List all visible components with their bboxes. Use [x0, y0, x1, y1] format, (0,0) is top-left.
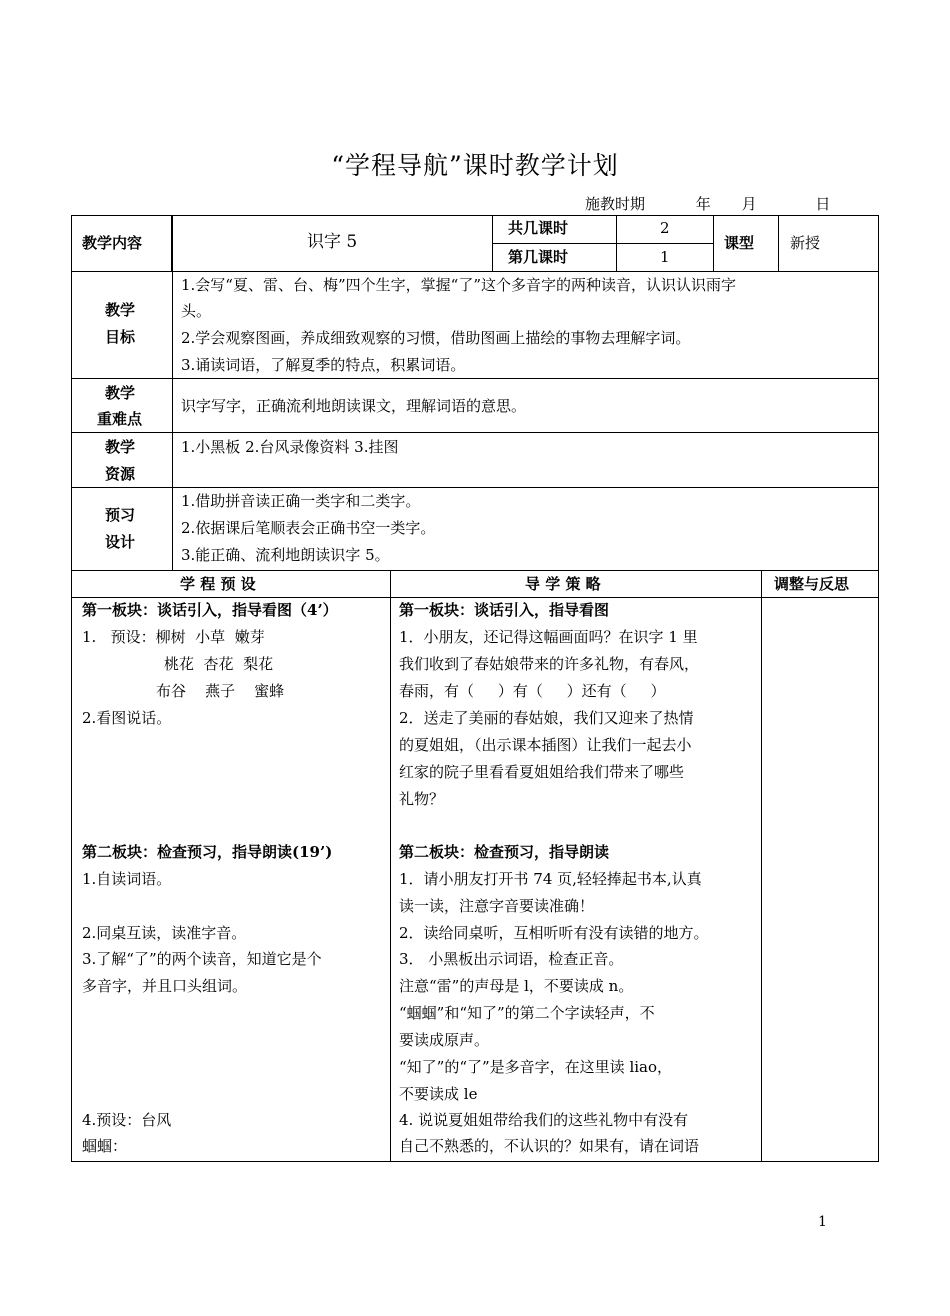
left-line: 1. 预设：柳树 小草 嫩芽 — [82, 628, 265, 646]
v-line-4 — [778, 215, 779, 272]
page-number: 1 — [818, 1214, 827, 1230]
middle-line: 不要读成 le — [399, 1085, 478, 1103]
nth-value-cell: 1 — [660, 248, 670, 266]
left-line: 4.预设：台风 — [82, 1111, 172, 1129]
type-value-cell: 新授 — [790, 234, 821, 252]
v-line-col2 — [390, 570, 391, 1162]
preview-line-3: 3.能正确、流利地朗读识字 5。 — [181, 546, 390, 564]
v-line-col3 — [761, 570, 762, 1162]
middle-line: 的夏姐姐，（出示课本插图）让我们一起去小 — [399, 736, 692, 754]
middle-line: 第二板块：检查预习，指导朗读 — [399, 843, 610, 861]
row-line-3 — [71, 432, 879, 433]
left-line: 多音字，并且口头组词。 — [82, 977, 248, 995]
left-line: 桃花 杏花 梨花 — [164, 655, 274, 673]
left-line: 第一板块：谈话引入，指导看图（4’） — [82, 601, 338, 619]
resources-label-1: 教学 — [105, 438, 136, 456]
total-value-cell: 2 — [660, 219, 670, 237]
middle-line: 红家的院子里看看夏姐姐给我们带来了哪些 — [399, 763, 685, 781]
goals-line-2: 头。 — [181, 302, 212, 320]
goals-line-4: 3.诵读词语，了解夏季的特点，积累词语。 — [181, 356, 466, 374]
difficulty-text: 识字写字，正确流利地朗读课文，理解词语的意思。 — [181, 397, 527, 415]
page-title: “学程导航”课时教学计划 — [331, 151, 619, 180]
middle-line: 礼物？ — [399, 790, 445, 808]
resources-label-2: 资源 — [105, 465, 136, 483]
middle-line: 1．小朋友，还记得这幅画面吗？在识字 1 里 — [399, 628, 698, 646]
date-year: 年 — [695, 195, 711, 213]
goals-label-2: 目标 — [105, 328, 136, 346]
middle-line: 要读成原声。 — [399, 1031, 490, 1049]
middle-line: 我们收到了春姑娘带来的许多礼物，有春风， — [399, 655, 700, 673]
middle-line: 注意“雷”的声母是 l，不要读成 n。 — [399, 977, 634, 995]
left-line: 2.看图说话。 — [82, 709, 172, 727]
middle-line: 春雨，有（ ）有（ ）还有（ ） — [399, 682, 666, 700]
col-right-header: 调整与反思 — [774, 575, 850, 593]
difficulty-label-1: 教学 — [105, 384, 136, 402]
left-line: 2.同桌互读，读准字音。 — [82, 924, 247, 942]
preview-line-1: 1.借助拼音读正确一类字和二类字。 — [181, 492, 421, 510]
preview-label-2: 设计 — [105, 533, 136, 551]
date-month: 月 — [741, 195, 757, 213]
goals-line-3: 2.学会观察图画，养成细致观察的习惯，借助图画上描绘的事物去理解字词。 — [181, 329, 691, 347]
v-line-label — [172, 215, 173, 570]
col-middle-header: 导 学 策 略 — [525, 575, 601, 593]
date-label: 施教时期 — [585, 195, 646, 213]
v-line-3 — [713, 215, 714, 272]
date-day: 日 — [815, 195, 831, 213]
middle-line: 自己不熟悉的，不认识的？如果有，请在词语 — [399, 1137, 700, 1155]
goals-label-1: 教学 — [105, 301, 136, 319]
middle-line: “知了”的“了”是多音字，在这里读 liao， — [399, 1058, 673, 1076]
content-label-cell: 教学内容 — [82, 234, 143, 252]
col-left-header: 学 程 预 设 — [180, 575, 256, 593]
nth-label-cell: 第几课时 — [508, 248, 569, 266]
type-label-cell: 课型 — [724, 234, 755, 252]
resources-text: 1.小黑板 2.台风录像资料 3.挂图 — [181, 438, 399, 456]
difficulty-label-2: 重难点 — [97, 410, 143, 428]
left-line: 3.了解“了”的两个读音，知道它是个 — [82, 950, 322, 968]
left-line: 蝈蝈： — [82, 1137, 128, 1155]
date-line — [585, 193, 830, 214]
goals-line-1: 1.会写“夏、雷、台、梅”四个生字，掌握“了”这个多音字的两种读音，认识认识雨字 — [181, 276, 736, 294]
total-label-cell: 共几课时 — [508, 219, 569, 237]
left-line: 第二板块：检查预习，指导朗读(19’) — [82, 843, 333, 861]
left-line: 1.自读词语。 — [82, 870, 172, 888]
middle-line: 4. 说说夏姐姐带给我们的这些礼物中有没有 — [399, 1111, 689, 1129]
middle-line: 读一读，注意字音要读准确！ — [399, 897, 595, 915]
preview-line-2: 2.依据课后笔顺表会正确书空一类字。 — [181, 519, 436, 537]
middle-line: 1．请小朋友打开书 74 页,轻轻捧起书本,认真 — [399, 870, 702, 888]
middle-line: 2．送走了美丽的春姑娘，我们又迎来了热情 — [399, 709, 694, 727]
middle-line: 3． 小黑板出示词语，检查正音。 — [399, 950, 624, 968]
preview-label-1: 预习 — [105, 506, 136, 524]
middle-line: “蝈蝈”和“知了”的第二个字读轻声，不 — [399, 1004, 655, 1022]
middle-line: 2．读给同桌听，互相听听有没有读错的地方。 — [399, 924, 709, 942]
left-line: 布谷 燕子 蜜蜂 — [156, 682, 285, 700]
middle-line: 第一板块：谈话引入，指导看图 — [399, 601, 610, 619]
content-value-cell: 识字 5 — [307, 232, 358, 252]
